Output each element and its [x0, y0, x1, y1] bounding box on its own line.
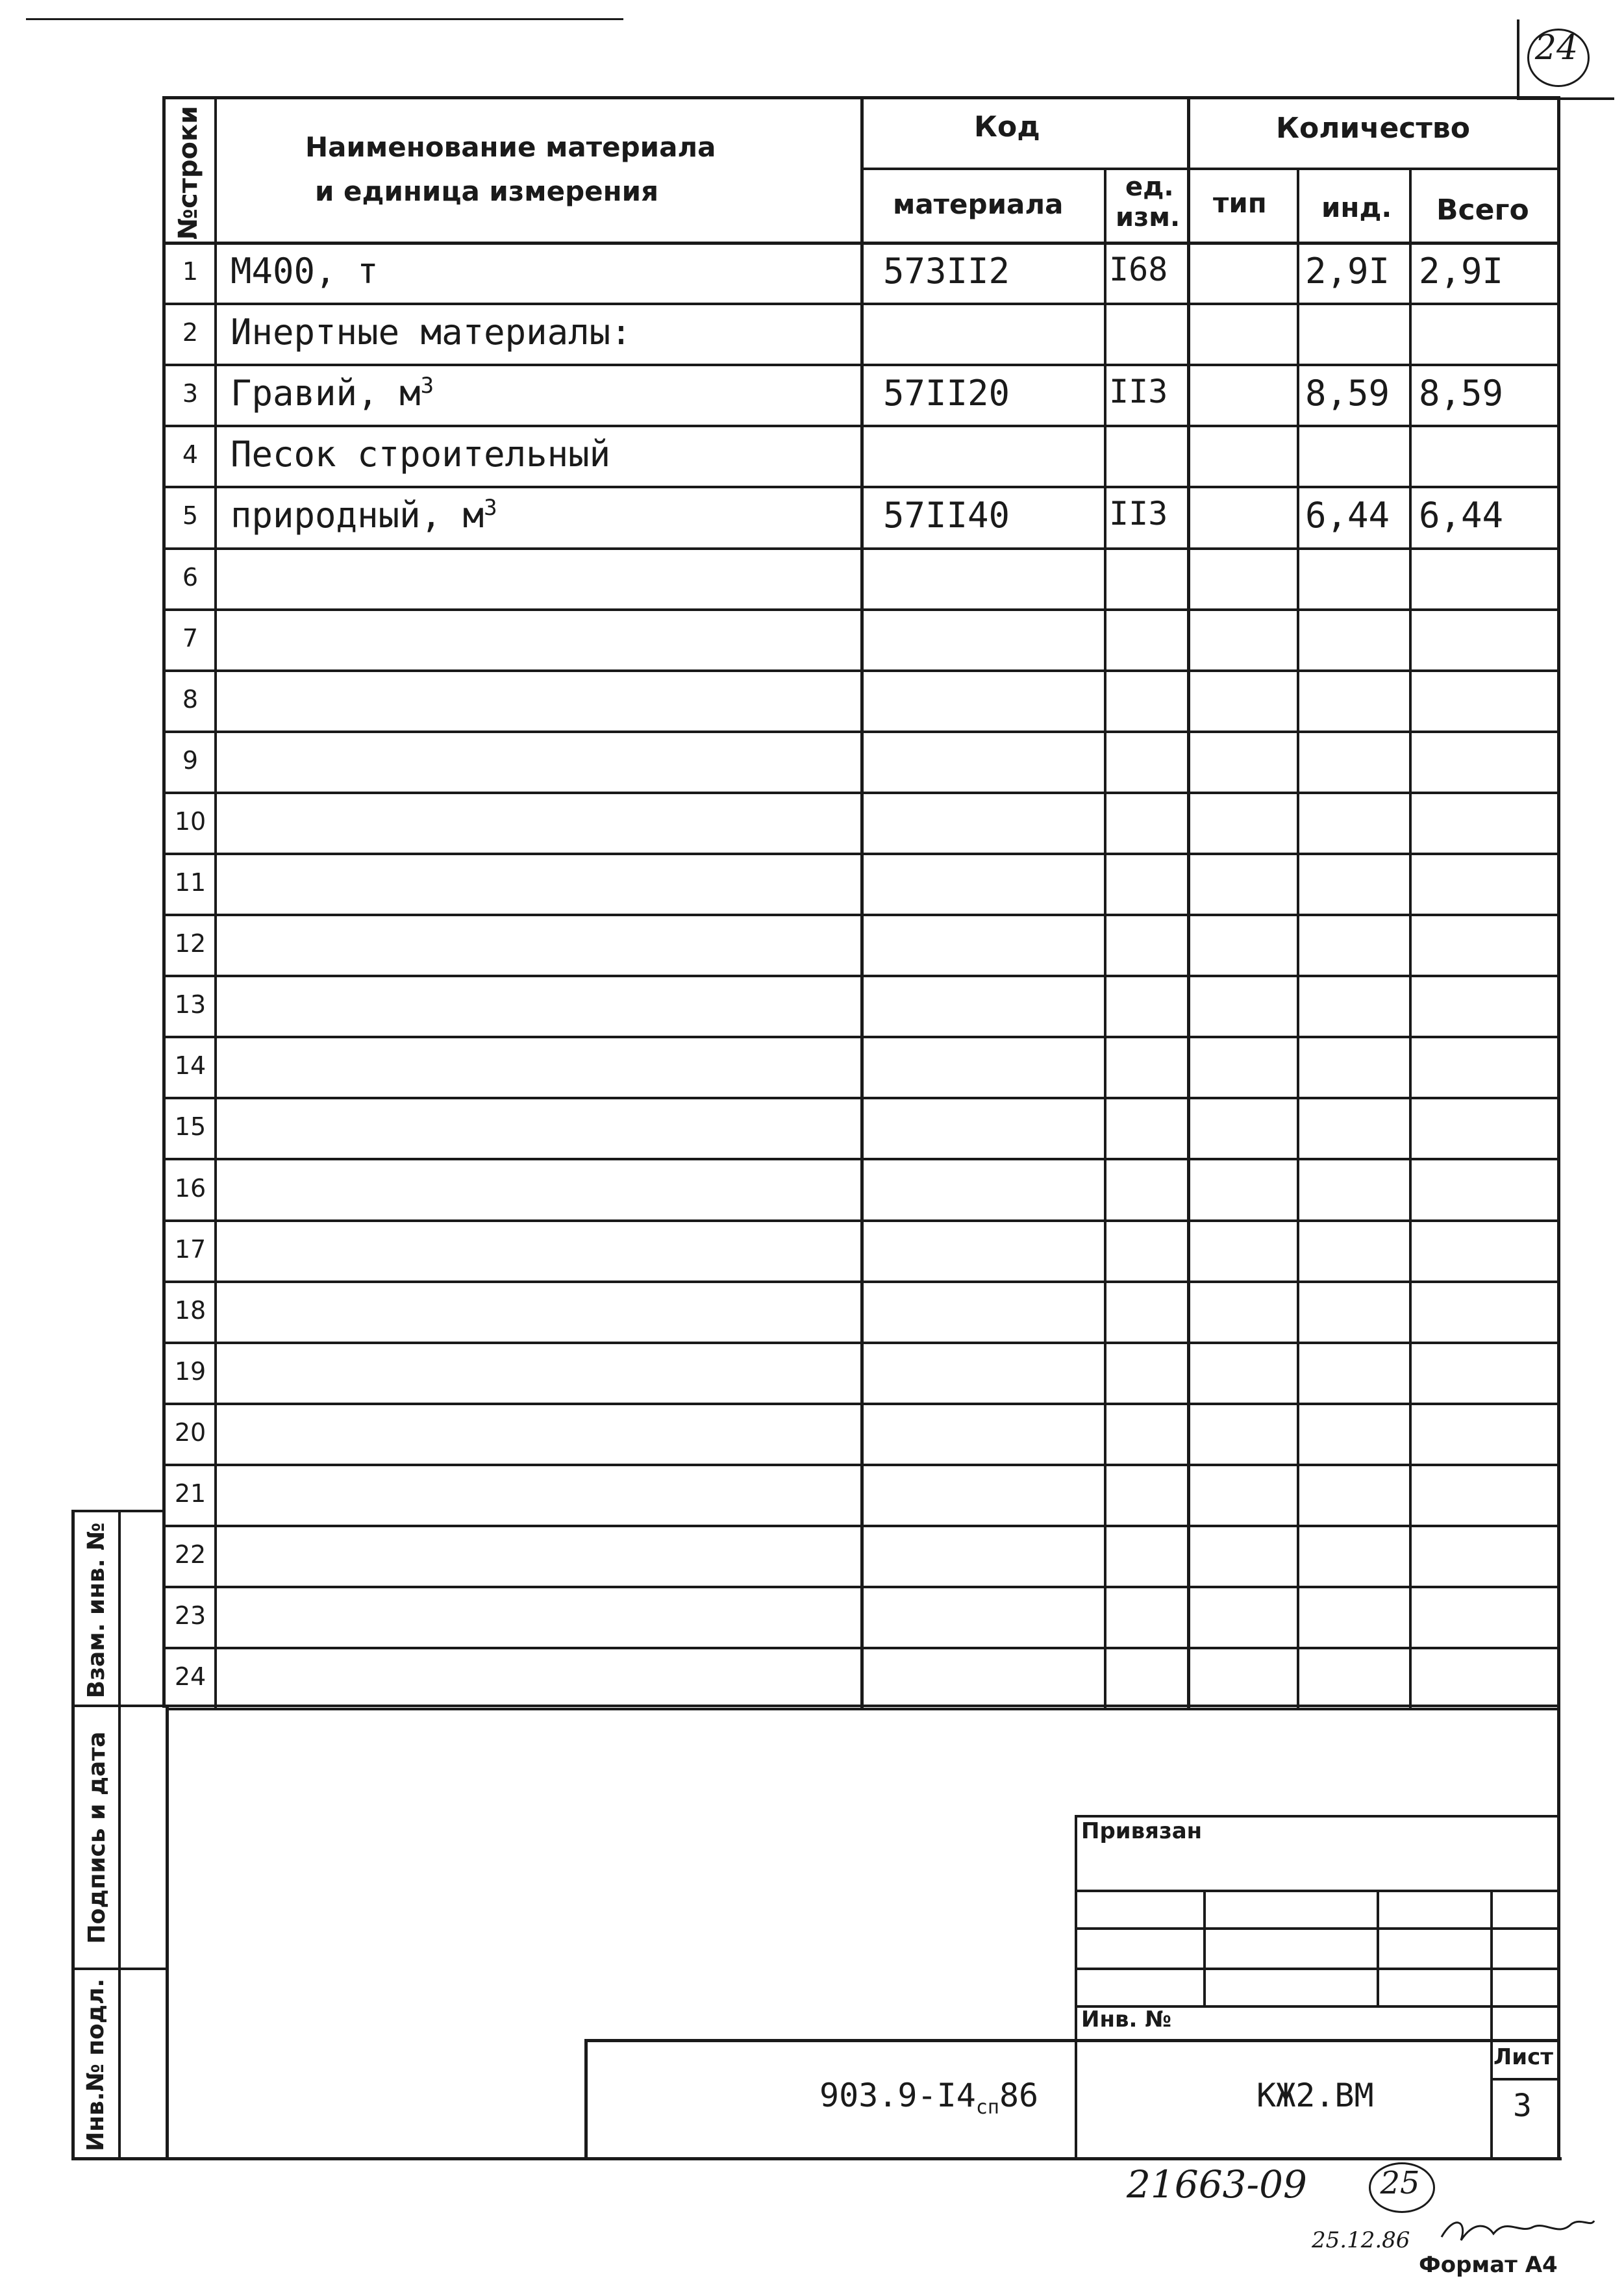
header-qty-type: тип — [1213, 187, 1267, 219]
row-divider — [166, 303, 1558, 305]
header-code-unit-1: ед. — [1125, 172, 1174, 202]
cell-ind-text: 2,9I — [1305, 251, 1390, 292]
row-divider — [166, 1586, 1558, 1588]
row-divider — [166, 975, 1558, 977]
row-divider — [166, 425, 1558, 427]
row-divider — [166, 486, 1558, 488]
cell-ind — [1305, 495, 1390, 536]
row-number: 2 — [182, 318, 199, 347]
handwritten-signature — [1435, 2208, 1597, 2256]
sheet-number: 3 — [1513, 2088, 1532, 2124]
signature-note: 25.12.86 — [1312, 2227, 1410, 2253]
row-divider — [166, 1464, 1558, 1466]
row-number: 20 — [174, 1418, 206, 1447]
doc-code: КЖ2.ВМ — [1256, 2077, 1374, 2114]
cell-code-text: 57II40 — [883, 495, 1010, 536]
row-number: 10 — [174, 807, 206, 836]
row-number: 8 — [182, 685, 199, 714]
row-divider — [166, 1219, 1558, 1222]
row-number: 24 — [174, 1662, 206, 1691]
cell-ind — [1305, 373, 1390, 414]
row-divider — [166, 914, 1558, 916]
row-divider — [166, 1036, 1558, 1038]
cell-total-text: 2,9I — [1419, 251, 1504, 292]
cell-name — [231, 312, 632, 353]
row-divider — [166, 669, 1558, 672]
row-divider — [166, 1281, 1558, 1283]
row-divider — [166, 1403, 1558, 1405]
designation-main: 903.9-I4 — [819, 2077, 976, 2114]
cell-name-text: Гравий, м — [231, 373, 421, 414]
row-number: 7 — [182, 624, 199, 653]
stamp-vzam-inv: Взам. инв. № — [83, 1522, 110, 1699]
row-number: 13 — [174, 990, 206, 1019]
cell-total — [1419, 373, 1503, 414]
page-badge-number: 24 — [1534, 29, 1579, 68]
row-number: 9 — [182, 746, 199, 775]
stamp-podpis-data: Подпись и дата — [84, 1731, 110, 1944]
row-divider — [166, 608, 1558, 611]
header-name-line1: Наименование материала — [305, 131, 716, 163]
header-qty-ind: инд. — [1321, 192, 1392, 223]
cell-total-text: 6,44 — [1419, 495, 1504, 536]
header-code-unit-2: изм. — [1116, 203, 1181, 232]
row-number: 22 — [174, 1540, 206, 1569]
cell-name — [231, 373, 434, 414]
row-number: 14 — [174, 1051, 206, 1080]
row-number: 3 — [182, 379, 199, 408]
row-divider — [166, 1097, 1558, 1099]
header-quantity: Количество — [1276, 112, 1470, 145]
cell-total-text: 8,59 — [1419, 373, 1504, 414]
cell-unit — [1109, 495, 1168, 532]
row-number: 19 — [174, 1357, 206, 1386]
cell-code — [883, 495, 1010, 536]
row-divider — [166, 1158, 1558, 1160]
cell-name-text: Песок строительный — [231, 434, 611, 475]
designation-sub: сп — [975, 2096, 999, 2119]
cell-name-superscript: 3 — [484, 495, 497, 521]
row-divider — [166, 1342, 1558, 1344]
row-number: 1 — [182, 257, 199, 286]
privyazan-label: Привязан — [1081, 1818, 1203, 1844]
row-number: 5 — [182, 501, 199, 530]
cell-ind-text: 8,59 — [1305, 373, 1390, 414]
cell-name — [231, 495, 497, 536]
row-number: 4 — [182, 440, 199, 469]
header-qty-total: Всего — [1436, 194, 1529, 227]
row-number: 11 — [174, 868, 206, 897]
designation — [819, 2077, 1038, 2119]
cell-unit — [1109, 373, 1168, 410]
cell-ind-text: 6,44 — [1305, 495, 1390, 536]
cell-code-text: 573II2 — [883, 251, 1010, 292]
cell-total — [1419, 251, 1503, 292]
header-row-number: №строки — [173, 105, 203, 240]
row-divider — [166, 792, 1558, 794]
header-code: Код — [974, 110, 1040, 144]
cell-unit-text: II3 — [1109, 373, 1168, 410]
designation-year: 86 — [999, 2077, 1039, 2114]
stamp-inv-podl: Инв.№ подл. — [82, 1978, 109, 2152]
cell-code — [883, 251, 1010, 292]
row-divider — [166, 1708, 1558, 1710]
top-rule — [26, 18, 623, 20]
row-divider — [166, 731, 1558, 733]
row-divider — [166, 547, 1558, 550]
sheet-label: Лист — [1493, 2044, 1553, 2070]
format-label: Формат А4 — [1419, 2252, 1558, 2278]
row-divider — [166, 364, 1558, 366]
cell-name-superscript: 3 — [420, 373, 434, 399]
circle-number: 25 — [1380, 2165, 1420, 2201]
row-number: 17 — [174, 1235, 206, 1264]
inv-no-label: Инв. № — [1081, 2006, 1172, 2032]
cell-unit-text: II3 — [1109, 495, 1168, 532]
cell-unit — [1109, 251, 1168, 288]
header-name-line2: и единица измерения — [315, 175, 659, 207]
row-divider — [166, 853, 1558, 855]
cell-name — [231, 251, 379, 292]
row-number: 16 — [174, 1174, 206, 1203]
cell-name — [231, 434, 610, 475]
row-number: 18 — [174, 1296, 206, 1325]
cell-total — [1419, 495, 1503, 536]
cell-ind — [1305, 251, 1390, 292]
row-number: 23 — [174, 1601, 206, 1630]
row-number: 15 — [174, 1112, 206, 1141]
row-divider — [166, 1525, 1558, 1527]
row-number: 12 — [174, 929, 206, 958]
cell-unit-text: I68 — [1109, 251, 1168, 288]
row-number: 21 — [174, 1479, 206, 1508]
cell-name-text: М400, т — [231, 251, 379, 292]
header-code-material: материала — [893, 188, 1064, 220]
cell-code — [883, 373, 1010, 414]
cell-code-text: 57II20 — [883, 373, 1010, 414]
cell-name-text: природный, м — [231, 495, 484, 536]
stamp-left-border — [71, 1510, 75, 2159]
row-divider — [166, 1647, 1558, 1649]
archive-number: 21663-09 — [1127, 2162, 1307, 2206]
row-number: 6 — [182, 563, 199, 592]
cell-name-text: Инертные материалы: — [231, 312, 632, 353]
